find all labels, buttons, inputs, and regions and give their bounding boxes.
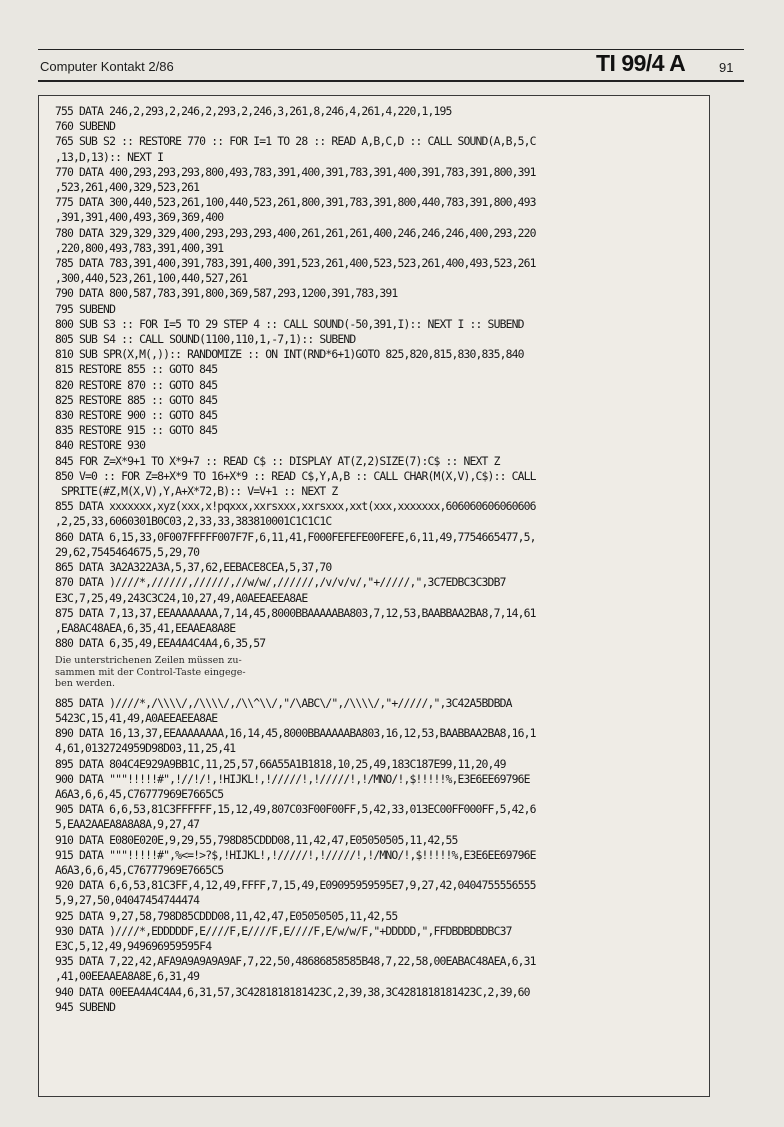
program-listing-content <box>55 104 701 1088</box>
header-bottom-rule <box>38 80 744 82</box>
program-listing-box <box>38 95 710 1097</box>
computer-brand-title: TI 99/4 A <box>596 50 686 76</box>
publication-title: Computer Kontakt 2/86 <box>40 59 174 74</box>
program-listing-part-1: 755 DATA 246,2,293,2,246,2,293,2,246,3,261,8,246,4,261,4,220,1,195 760 SUBEND 765 SUB S2 :: RESTORE 770 :: FOR I=1 TO 28 :: READ A,B,C,D :: CALL SOUND(A,B,5,C ,13,D,13):: NEXT I 770 DATA 400,293,293,293,800,493,783,391,400,391,783,391,400,391,783,391,800,391 ,523,261,400,329,523,261 775 DATA 300,440,523,261,100,440,523,261,800,391,783,391,800,440,783,391,800,493 ,391,391,400,493,369,369,400 780 DATA 329,329,329,400,293,293,293,400,261,261,261,400,246,246,246,400,293,220 ,220,800,493,783,391,400,391 785 DATA 783,391,400,391,783,391,400,391,523,261,400,523,523,261,400,493,523,261 ,300,440,523,261,100,440,527,261 790 DATA 800,587,783,391,800,369,587,293,1200,391,783,391 795 SUBEND 800 SUB S3 :: FOR I=5 TO 29 STEP 4 :: CALL SOUND(-50,391,I):: NEXT I :: SUBEND 805 SUB S4 :: CALL SOUND(1100,110,1,-7,1):: SUBEND 810 SUB SPR(X,M(,)):: RANDOMIZE :: ON INT(RND*6+1)GOTO 825,820,815,830,835,840 815 RESTORE 855 :: GOTO 845 820 RESTORE 870 :: GOTO 845 825 RESTORE 885 :: GOTO 845 830 RESTORE 900 :: GOTO 845 835 RESTORE 915 :: GOTO 845 840 RESTORE 930 845 FOR Z=X*9+1 TO X*9+7 :: READ C$ :: DISPLAY AT(Z,2)SIZE(7):C$ :: NEXT Z 850 V=0 :: FOR Z=8+X*9 TO 16+X*9 :: READ C$,Y,A,B :: CALL CHAR(M(X,V),C$):: CALL SPRITE(#Z,M(X,V),Y,A+X*72,B):: V=V+1 :: NEXT Z 855 DATA xxxxxxx,xyz(xxx,x!pqxxx,xxrsxxx,xxrsxxx,xxt(xxx,xxxxxxx,606060606060606 ,2,25,33,6060301B0C03,2,33,33,383810001C1C1C1C 860 DATA 6,15,33,0F007FFFFF007F7F,6,11,41,F000FEFEFE00FEFE,6,11,49,7754665477,5, 29,62,7545464675,5,29,70 865 DATA 3A2A322A3A,5,37,62,EEBACE8CEA,5,37,70 870 DATA )////*,//////,//////,//w/w/,//////,/v/v/v/,"+/////,",3C7EDBC3C3DB7 E3C,7,25,49,243C3C24,10,27,49,A0AEEAEEA8AE 875 DATA 7,13,37,EEAAAAAAAA,7,14,45,8000BBAAAAABA803,7,12,53,BAABBAA2BA8,7,14,61 ,EA8AC48AEA,6,35,41,EEAAEA8A8E 880 DATA 6,35,49,EEA4A4C4A4,6,35,57 <box>55 104 536 651</box>
program-listing-part-2: 885 DATA )////*,/\\\\/,/\\\\/,/\\^\\/,"/\ABC\/",/\\\\/,"+/////,",3C42A5BDBDA 5423C,15,41,49,A0AEEAEEA8AE 890 DATA 16,13,37,EEAAAAAAAA,16,14,45,8000BBAAAAABA803,16,12,53,BAABBAA2BA8,16,1 4,61,0132724959D98D03,11,25,41 895 DATA 804C4E929A9BB1C,11,25,57,66A55A1B1818,10,25,49,183C187E99,11,20,49 900 DATA """!!!!!#",!//!/!,!HIJKL!,!/////!,!/////!,!/MNO/!,$!!!!!%,E3E6EE69796E A6A3,6,6,45,C76777969E7665C5 905 DATA 6,6,53,81C3FFFFFF,15,12,49,807C03F00F00FF,5,42,33,013EC00FF000FF,5,42,6 5,EAA2AAEA8A8A8A,9,27,47 910 DATA E080E020E,9,29,55,798D85CDDD08,11,42,47,E05050505,11,42,55 915 DATA """!!!!!#",%<=!>?$,!HIJKL!,!/////!,!/////!,!/MNO/!,$!!!!!%,E3E6EE69796E A6A3,6,6,45,C76777969E7665C5 920 DATA 6,6,53,81C3FF,4,12,49,FFFF,7,15,49,E09095959595E7,9,27,42,0404755556555 5,9,27,50,04047454744474 925 DATA 9,27,58,798D85CDDD08,11,42,47,E05050505,11,42,55 930 DATA )////*,EDDDDDF,E////F,E////F,E////F,E/w/w/F,"+DDDDD,",FFDBDBDBDBC37 E3C,5,12,49,949696959595F4 935 DATA 7,22,42,AFA9A9A9A9A9AF,7,22,50,48686858585B48,7,22,58,00EABAC48AEA,6,31 ,41,00EEAAEA8A8E,6,31,49 940 DATA 00EEA4A4C4A4,6,31,57,3C4281818181423C,2,39,38,3C4281818181423C,2,39,60 945 SUBEND <box>55 695 536 1014</box>
control-key-note: Die unterstrichenen Zeilen müssen zu- sammen mit der Control-Taste eingege- ben werden. <box>55 655 246 690</box>
page-number: 91 <box>719 60 734 75</box>
